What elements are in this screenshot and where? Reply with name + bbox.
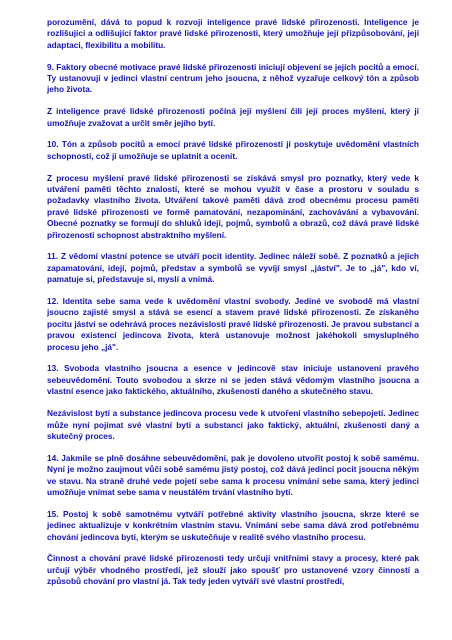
paragraph-pamet: Z procesu myšlení pravé lidské přirozenosti se získává smysl pro poznatky, který vede k utváření paměti těchto znalostí, které se mohou využít v čase a prostoru v souladu s požadavky vlastního života. Utváření takové paměti dává zrod obecnému procesu paměti pravé lidské přirozenosti ve formě pamatování, nezapomínání, zachovávání a vybavování. Obecné poznatky se formují do shluků idejí, pojmů, symbolů a obrazů, což dává pravé lidské přirozenosti schopnost abstraktního myšlení. [47,172,419,240]
paragraph-15: 15. Postoj k sobě samotnému vytváří potřebné aktivity vlastního jsoucna, skrze které se jedinec aktualizuje v konkrétním vlastním stavu. Vnímání sebe sama dává zrod potřebnému chování jedincova bytí, kterým se uskutečňuje v realitě svého vlastního procesu. [47,508,419,542]
document-page [47,17,419,598]
paragraph-14: 14. Jakmile se plně dosáhne sebeuvědomění, pak je dovoleno utvořit postoj k sobě samému. Nyní je možno zaujmout vůči sobě samému jistý postoj, což dává jedinci pocit jsoucna někým ve stavu. Na straně druhé vede pojetí sebe sama k procesu vnímání sebe sama, který jedinci umožňuje vnímat sebe sama v neustálém trvání vlastního bytí. [47,452,419,497]
paragraph-10: 10. Tón a způsob pocitů a emocí pravé lidské přirozenosti jí poskytuje uvědomění vlastních schopností, což jí umožňuje se uplatnit a ocenit. [47,139,419,161]
paragraph-11: 11. Z vědomí vlastní potence se utváří pocit identity. Jedinec náleží sobě. Z poznatků a jejich zapamatování, idejí, pojmů, představ a symbolů se vyvíjí smysl „jáství". Je to „já", kdo ví, pamatuje si, představuje si, myslí a vnímá. [47,251,419,285]
paragraph-inteligence: porozumění, dává to popud k rozvoji inteligence pravé lidské přirozenosti. Inteligence je rozlišující a odlišující faktor pravé lidské přirozenosti, který umožňuje její přizpůsobování, její adaptaci, flexibilitu a mobilitu. [47,17,419,50]
paragraph-12: 12. Identita sebe sama vede k uvědomění vlastní svobody. Jediné ve svobodě má vlastní jsoucno zajisté smysl a stává se esencí a stavem pravé lidské přirozenosti. Ze získaného pocitu jáství se odehrává proces nezávislosti pravé lidské přirozenosti. Je pravou substancí a pravou existencí jedincova života, která ustanovuje možnost jakéhokoli smysluplného procesu jeho „já". [47,296,419,352]
paragraph-nezavislost: Nezávislost bytí a substance jedincova procesu vede k utvoření vlastního sebepojetí. Jedinec může nyní pojímat své vlastní bytí a substanci jako faktický, aktuální, zkušeností daný a skutečný proces. [47,408,419,441]
paragraph-cinnost: Činnost a chování pravé lidské přirozenosti tedy určují vnitřními stavy a procesy, které pak určují výběr vhodného prostředí, jež slouží jako spoušť pro ustanovené vzory činností a způsobů chování pro vlastní já. Tak tedy jeden vytváří své vlastní prostředí, [47,553,419,587]
paragraph-myslení: Z inteligence pravé lidské přirozenosti počíná její myšlení čili její proces myšlení, který jí umožňuje zvažovat a určit směr jejího bytí. [47,106,419,128]
paragraph-9: 9. Faktory obecné motivace pravé lidské přirozenosti iniciují objevení se jejích pocitů a emocí. Ty ustanovují v jedinci vlastní centrum jeho jsoucna, z něhož vyzařuje celkový tón a způsob jeho života. [47,61,419,95]
paragraph-13: 13. Svoboda vlastního jsoucna a esence v jedincově stav iniciuje ustanovení pravého sebeuvědomění. Touto svobodou a skrze ni se jeden stává vědomým vlastního jsoucna a vlastní esence jako faktického, aktuálního, zkušenosti daného a skutečného stavu. [47,363,419,397]
